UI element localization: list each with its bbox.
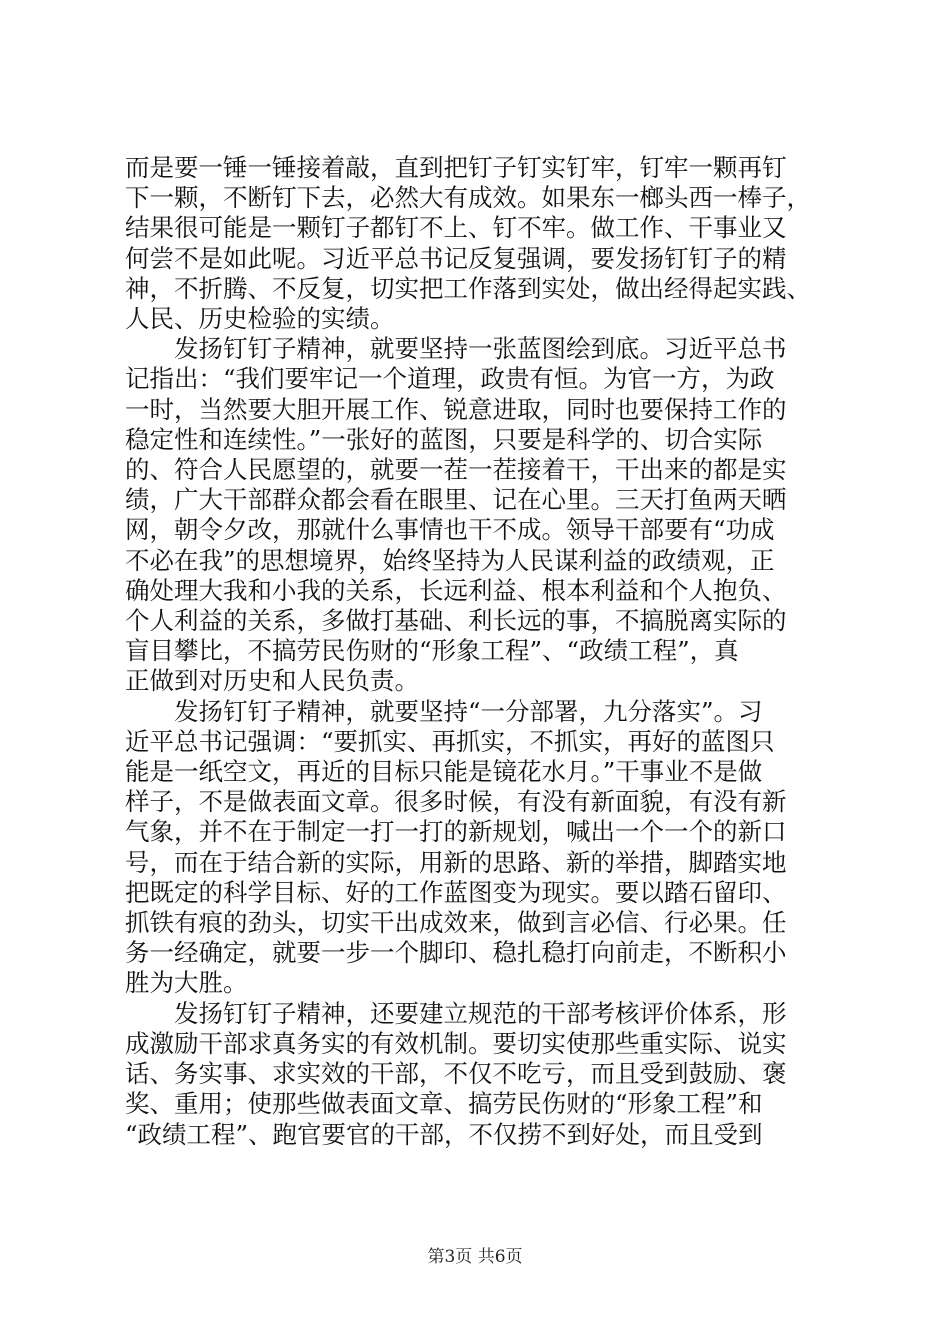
text-line: 的、符合人民愿望的，就要一茬一茬接着干，干出来的都是实 [125,455,787,485]
text-line: 确处理大我和小我的关系，长远利益、根本利益和个人抱负、 [125,575,787,605]
text-line: 正做到对历史和人民负责。 [125,666,419,696]
text-line: 务一经确定，就要一步一个脚印、稳扎稳打向前走，不断积小 [125,938,787,968]
text-line: 号，而在于结合新的实际，用新的思路、新的举措，脚踏实地 [125,847,787,877]
text-line: 不必在我”的思想境界，始终坚持为人民谋利益的政绩观，正 [125,545,775,575]
text-line: 个人利益的关系，多做打基础、利长远的事，不搞脱离实际的 [125,606,787,636]
text-line: 能是一纸空文，再近的目标只能是镜花水月。”干事业不是做 [125,757,763,787]
text-line: 近平总书记强调：“要抓实、再抓实，不抓实，再好的蓝图只 [125,726,775,756]
paragraph-2 [125,334,825,696]
text-line: 气象，并不在于制定一打一打的新规划，喊出一个一个的新口 [125,817,787,847]
document-body [125,153,825,1150]
text-line: 样子，不是做表面文章。很多时候，有没有新面貌，有没有新 [125,787,787,817]
text-line: 而是要一锤一锤接着敲，直到把钉子钉实钉牢，钉牢一颗再钉 [125,153,787,182]
text-line: 抓铁有痕的劲头，切实干出成效来，做到言必信、行必果。任 [125,908,787,938]
text-line: 盲目攀比，不搞劳民伤财的“形象工程”、“政绩工程”，真 [125,636,739,666]
paragraph-4 [125,999,825,1150]
text-line: 奖、重用；使那些做表面文章、搞劳民伤财的“形象工程”和 [125,1089,763,1119]
text-line: 胜为大胜。 [125,968,248,998]
text-line: 发扬钉钉子精神，还要建立规范的干部考核评价体系，形 [174,998,787,1028]
text-line: 成激励干部求真务实的有效机制。要切实使那些重实际、说实 [125,1028,787,1058]
text-line: 话、务实事、求实效的干部，不仅不吃亏，而且受到鼓励、褒 [125,1059,787,1089]
text-line: 稳定性和连续性。”一张好的蓝图，只要是科学的、切合实际 [125,424,763,454]
paragraph-3 [125,697,825,999]
text-line: 发扬钉钉子精神，就要坚持“一分部署，九分落实”。习 [174,696,763,726]
text-line: 何尝不是如此呢。习近平总书记反复强调，要发扬钉钉子的精 [125,243,787,273]
text-line: 结果很可能是一颗钉子都钉不上、钉不牢。做工作、干事业又 [125,213,787,243]
text-line: 记指出：“我们要牢记一个道理，政贵有恒。为官一方，为政 [125,364,775,394]
text-line: “政绩工程”、跑官要官的干部，不仅捞不到好处，而且受到 [125,1119,763,1149]
text-line: 绩，广大干部群众都会看在眼里、记在心里。三天打鱼两天晒 [125,485,787,515]
text-line: 网，朝令夕改，那就什么事情也干不成。领导干部要有“功成 [125,515,775,545]
text-line: 一时，当然要大胆开展工作、锐意进取，同时也要保持工作的 [125,394,787,424]
text-line: 下一颗，不断钉下去，必然大有成效。如果东一榔头西一棒子， [125,183,811,213]
page-number: 第3页 共6页 [427,1247,523,1267]
text-line: 把既定的科学目标、好的工作蓝图变为现实。要以踏石留印、 [125,877,787,907]
paragraph-1 [125,153,825,334]
text-line: 神，不折腾、不反复，切实把工作落到实处，做出经得起实践、 [125,273,811,303]
text-line: 发扬钉钉子精神，就要坚持一张蓝图绘到底。习近平总书 [174,334,787,364]
text-line: 人民、历史检验的实绩。 [125,304,395,334]
